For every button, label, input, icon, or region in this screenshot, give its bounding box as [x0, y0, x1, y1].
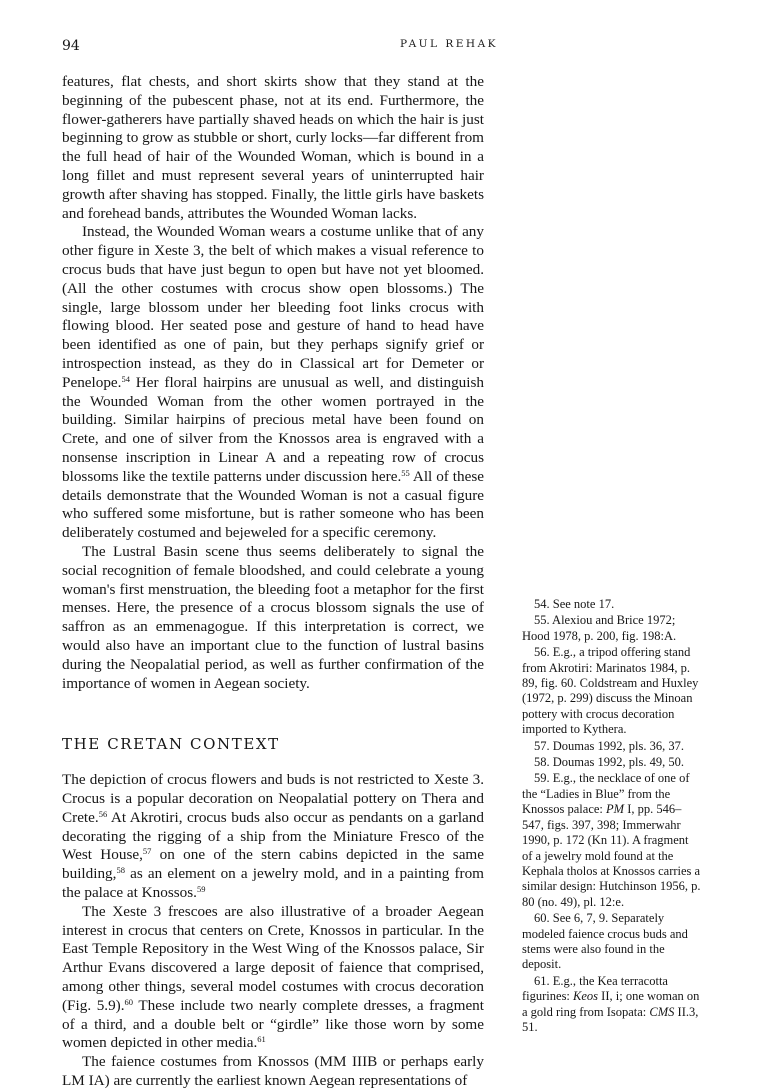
footnote-italic: PM: [606, 802, 625, 817]
footnote-ref: 57: [142, 846, 152, 857]
footnote: 60. See 6, 7, 9. Separately modeled faience crocus buds and stems were also found in the deposit.: [522, 911, 688, 972]
footnote-ref: 56: [98, 808, 108, 819]
footnote-ref: 55: [401, 467, 410, 478]
footnote-italic: CMS: [649, 1004, 675, 1019]
main-text-column: [62, 73, 484, 1091]
page-number: 94: [62, 38, 80, 54]
paragraph-text: features, flat chests, and short skirts show that they stand at the beginning of the pubescent phase, not at its end. Furthermore, the flower-gatherers have partially shaved heads on which the hair is just beginning to grow as stubble or short, curly locks—far different from the full head of hair of the Wounded Woman, which is bound in a long fillet and must represent several years of uninterrupted hair growth after shaving has stopped. Finally, the little girls have baskets and forehead bands, attributes the Wounded Woman lacks.: [62, 73, 484, 222]
paragraph-text: The Lustral Basin scene thus seems deliberately to signal the social recognition of female bloodshed, and could celebrate a young woman's first menstruation, the bleeding foot a metaphor for the first menses. Here, the presence of a crocus blossom signals the use of saffron as an emmenagogue. If this interpretation is correct, we would also have an important clue to the function of lustral basins during the Neopalatial period, as well as further confirmation of the importance of women in Aegean society.: [62, 542, 484, 692]
paragraph: [62, 73, 484, 223]
paragraph-text: At Akrotiri, crocus buds also occur as pendants on a garland decorating the rigging of a ship from the Miniature Fresco of the West House,: [62, 808, 484, 864]
paragraph-text: on one of the stern cabins depicted in the same building,: [62, 846, 484, 883]
paragraph: [62, 543, 484, 693]
running-head: PAUL REHAK: [400, 38, 498, 50]
paragraph-text: as an element on a jewelry mold, and in a painting from the palace at Knossos.: [62, 865, 484, 902]
paragraph: [62, 903, 484, 1053]
footnote-text: 61. E.g., the Kea terracotta figurines:: [522, 973, 668, 1004]
paragraph: [62, 771, 484, 903]
paragraph: [62, 1053, 484, 1091]
footnote-ref: 54: [121, 373, 130, 384]
footnote: 58. Doumas 1992, pls. 49, 50.: [534, 755, 684, 770]
section-heading: THE CRETAN CONTEXT: [62, 735, 280, 754]
footnote-ref: 58: [116, 865, 125, 876]
paragraph: [62, 223, 484, 543]
footnote: 54. See note 17.: [534, 597, 615, 611]
paragraph-text: The faience costumes from Knossos (MM IIIB or perhaps early LM IA) are currently the earliest known Aegean representations of: [62, 1053, 484, 1090]
footnote: 55. Alexiou and Brice 1972; Hood 1978, p. 200, fig. 198:A.: [522, 613, 677, 643]
paragraph-text: All of these details demonstrate that the Wounded Woman is not a casual figure who suffered some misfortune, but is rather someone who has been deliberately costumed and bejeweled for a specific ceremony.: [62, 467, 484, 542]
footnote-ref: 60: [124, 996, 134, 1007]
footnote-text: 59. E.g., the necklace of one of the “Ladies in Blue” from the Knossos palace:: [522, 771, 690, 817]
footnote-ref: 59: [196, 884, 206, 895]
paragraph-text: The depiction of crocus flowers and buds is not restricted to Xeste 3. Crocus is a popular decoration on Neopalatial pottery on Thera and Crete.: [62, 771, 484, 826]
paragraph-text: These include two nearly complete dresses, a fragment of a third, and a double belt or “girdle” like those worn by some women depicted in other media.: [62, 996, 485, 1052]
footnote-text: II.3, 51.: [522, 1004, 699, 1034]
footnote: 57. Doumas 1992, pls. 36, 37.: [534, 738, 684, 753]
footnote: 56. E.g., a tripod offering stand from Akrotiri: Marinatos 1984, p. 89, fig. 60. Coldstream and Huxley (1972, p. 299) discuss the Minoan pottery with crocus decoration imported to Kythera.: [522, 645, 699, 737]
paragraph-text: Instead, the Wounded Woman wears a costume unlike that of any other figure in Xeste 3, the belt of which makes a visual reference to crocus buds that have just begun to open but have not yet bloomed. (All the other costumes with crocus show open blossoms.) The single, large blossom under her bleeding foot links crocus with flowing blood. Her seated pose and gesture of hand to head have been identified as one of pain, but they perhaps signify grief or introspection instead, as they do in Classical art for Demeter or Penelope.: [62, 223, 484, 391]
footnotes-column: [522, 597, 702, 1036]
footnote-italic: Keos: [573, 989, 599, 1004]
footnote-text: I, pp. 546–547, figs. 397, 398; Immerwahr 1990, p. 172 (Kn 11). A fragment of a jewelry mold found at the Kephala tholos at Knossos carries a similar design: Hutchinson 1956, p. 80 (no. 49), pl. 12:e.: [522, 802, 701, 909]
footnote: [522, 771, 702, 910]
footnote-text: II, i; one woman on a gold ring from Isopata:: [522, 989, 700, 1019]
paragraph-text: The Xeste 3 frescoes are also illustrative of a broader Aegean interest in crocus that centers on Crete, Knossos in particular. In the East Temple Repository in the West Wing of the Knossos palace, Sir Arthur Evans discovered a large deposit of faience that comprised, among other things, several model costumes with crocus decoration (Fig. 5.9).: [62, 902, 484, 1014]
paragraph-text: Her floral hairpins are unusual as well, and distinguish the Wounded Woman from the other women portrayed in the building. Similar hairpins of precious metal have been found on Crete, and one of silver from the Knossos area is engraved with a nonsense inscription in Linear A and a repeating row of crocus blossoms like the textile patterns under discussion here.: [62, 373, 484, 485]
footnote-ref: 61: [257, 1034, 266, 1045]
footnote: [522, 974, 702, 1036]
